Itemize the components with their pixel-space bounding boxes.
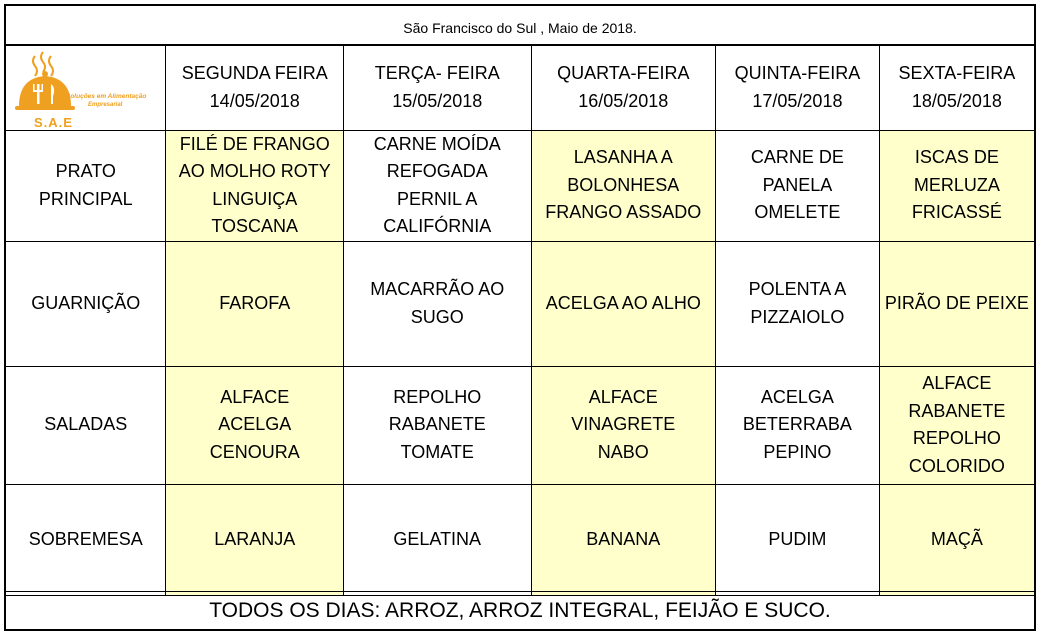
menu-item: OMELETE (754, 202, 841, 223)
menu-cell (343, 484, 531, 595)
menu-item: REPOLHO (912, 428, 1001, 448)
day-header-wednesday (531, 46, 716, 130)
menu-item: PIZZAIOLO (750, 306, 845, 327)
menu-item: LASANHA A (573, 147, 673, 168)
menu-item: BOLONHESA (567, 174, 680, 195)
menu-item: NABO (597, 441, 649, 462)
row-label-salads (6, 366, 166, 484)
menu-item: ACELGA AO ALHO (545, 292, 701, 313)
menu-cell (716, 130, 880, 241)
menu-cell (531, 484, 716, 595)
row-label-line: PRATO (55, 161, 116, 181)
menu-sheet (4, 4, 1036, 631)
sae-logo (10, 48, 161, 128)
menu-item: ALFACE (922, 373, 992, 393)
menu-item: ALFACE (220, 386, 290, 407)
menu-item: CARNE DE (750, 147, 844, 168)
menu-item: REPOLHO (393, 386, 482, 407)
menu-item: RABANETE (908, 400, 1006, 421)
menu-cell (166, 130, 343, 241)
menu-item: FAROFA (219, 292, 291, 313)
menu-item: REFOGADA (386, 161, 488, 181)
menu-item: MERLUZA (913, 174, 1000, 195)
menu-item: MAÇÃ (930, 528, 983, 549)
menu-item: GELATINA (393, 528, 482, 549)
day-name: SEGUNDA FEIRA (181, 63, 328, 84)
menu-item: CALIFÓRNIA (383, 216, 492, 236)
weekly-menu-table (6, 46, 1034, 596)
menu-item: PIRÃO DE PEIXE (884, 292, 1029, 313)
menu-item: PERNIL A (397, 188, 478, 209)
day-name: SEXTA-FEIRA (898, 63, 1016, 84)
menu-cell (879, 366, 1034, 484)
menu-cell (343, 366, 531, 484)
menu-item: FRICASSÉ (911, 202, 1002, 223)
menu-item: TOSCANA (211, 216, 299, 236)
day-date: 16/05/2018 (578, 90, 669, 111)
menu-cell (879, 241, 1034, 366)
logo-tagline-2: Empresarial (88, 101, 123, 108)
row-label-line: SOBREMESA (28, 528, 143, 549)
footer-note: TODOS OS DIAS: ARROZ, ARROZ INTEGRAL, FEIJÃO E SUCO. (6, 591, 1034, 629)
menu-item: CENOURA (209, 441, 300, 462)
logo-tagline-1: Soluções em Alimentação (66, 92, 147, 100)
menu-cell (343, 241, 531, 366)
menu-cell (879, 484, 1034, 595)
logo-cell (6, 46, 166, 130)
menu-item: ACELGA (760, 386, 834, 407)
menu-cell (166, 484, 343, 595)
row-label-main-dish (6, 130, 166, 241)
menu-item: ACELGA (218, 414, 292, 435)
day-date: 18/05/2018 (911, 90, 1002, 111)
day-header-monday (166, 46, 343, 130)
day-name: QUARTA-FEIRA (557, 63, 690, 84)
day-date: 15/05/2018 (392, 90, 483, 111)
menu-item: ISCAS DE (914, 147, 999, 168)
menu-item: RABANETE (388, 414, 486, 435)
menu-item: LINGUIÇA (212, 188, 298, 209)
menu-item: SUGO (410, 306, 464, 327)
row-label-side-dish (6, 241, 166, 366)
row-label-dessert (6, 484, 166, 595)
menu-item: POLENTA A (748, 279, 847, 299)
row-label-line: SALADAS (44, 414, 128, 435)
menu-item: COLORIDO (908, 455, 1005, 476)
day-date: 14/05/2018 (209, 90, 300, 111)
menu-cell (716, 366, 880, 484)
menu-item: PEPINO (763, 441, 832, 462)
logo-short-name: S.A.E (34, 114, 73, 130)
day-header-tuesday (343, 46, 531, 130)
menu-cell (531, 241, 716, 366)
day-header-friday (879, 46, 1034, 130)
day-name: QUINTA-FEIRA (734, 63, 861, 84)
menu-cell (716, 484, 880, 595)
menu-cell (531, 366, 716, 484)
menu-cell (166, 366, 343, 484)
menu-item: CARNE MOÍDA (373, 133, 501, 154)
menu-item: MACARRÃO AO (370, 279, 505, 299)
menu-cell (343, 130, 531, 241)
day-name: TERÇA- FEIRA (374, 63, 500, 84)
day-header-thursday (716, 46, 880, 130)
menu-cell (879, 130, 1034, 241)
day-date: 17/05/2018 (752, 90, 843, 111)
menu-item: BANANA (586, 528, 661, 549)
row-label-line: PRINCIPAL (38, 188, 133, 209)
menu-cell (166, 241, 343, 366)
menu-item: AO MOLHO ROTY (178, 161, 331, 181)
menu-item: FILÉ DE FRANGO (179, 133, 330, 154)
menu-item: VINAGRETE (571, 414, 676, 435)
menu-item: ALFACE (588, 386, 658, 407)
row-label-line: GUARNIÇÃO (31, 292, 141, 313)
menu-item: BETERRABA (742, 414, 852, 435)
menu-item: FRANGO ASSADO (545, 202, 702, 223)
menu-item: PUDIM (768, 528, 827, 549)
menu-item: TOMATE (400, 441, 474, 462)
menu-item: PANELA (762, 174, 833, 195)
header-title: São Francisco do Sul , Maio de 2018. (6, 6, 1034, 46)
menu-item: LARANJA (214, 528, 296, 549)
menu-cell (531, 130, 716, 241)
menu-cell (716, 241, 880, 366)
